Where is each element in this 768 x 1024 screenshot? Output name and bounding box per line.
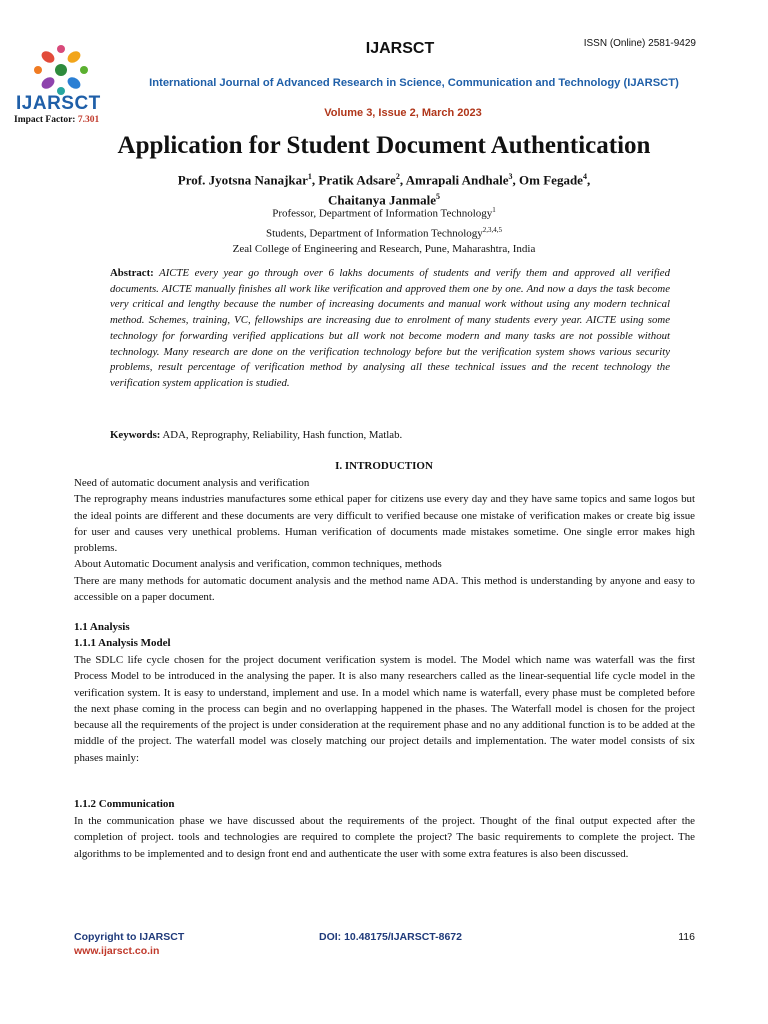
author-sep: , <box>399 172 406 188</box>
author-sup: 5 <box>435 192 440 202</box>
abstract <box>110 266 670 392</box>
affiliation-sup: 1 <box>492 206 496 214</box>
affiliation-text: Students, Department of Information Technology <box>265 227 483 240</box>
author-sep: , <box>586 172 591 188</box>
subsection-heading-analysis-model: 1.1.1 Analysis Model <box>74 637 171 649</box>
author-sup: 4 <box>582 172 587 181</box>
author-sup: 3 <box>508 172 513 181</box>
copyright: Copyright to IJARSCT <box>74 931 185 943</box>
author: Pratik Adsare <box>318 172 396 188</box>
analysis-model-body: The SDLC life cycle chosen for the project document verification system is model. The Model which name was waterfall was the first Process Model to be introduced in the analysing the paper. It is also many researchers called as the linear-sequential life cycle model in the verification system. It is easy to understand, implement and use. In a model which name is waterfall, every phase must be completed before the next phase coming in the process can begin and no overlapping happened in the phases. The Waterfall model is chosen for the project because all the requirements of the project is under consideration at the requirement phase and no any additional function is to be added at the middle of the project. The waterfall model was closely matching our project details and implementation. The water model consists of six phases mainly: <box>74 654 695 764</box>
paragraph: Need of automatic document analysis and verification <box>74 477 310 489</box>
keywords-label: Keywords: <box>110 429 161 441</box>
logo-wordmark: IJARSCT <box>16 93 101 114</box>
affiliation-line <box>0 241 768 257</box>
affiliation-line <box>0 222 768 242</box>
website-link[interactable]: www.ijarsct.co.in <box>74 945 160 957</box>
paragraph: There are many methods for automatic document analysis and the method name ADA. This method is understanding by anyone and easy to accessible on a paper document. <box>74 574 695 604</box>
introduction-body <box>74 475 695 605</box>
volume-issue: Volume 3, Issue 2, March 2023 <box>324 107 482 119</box>
subsection-heading-communication: 1.1.2 Communication <box>74 798 175 810</box>
affiliation-text: Zeal College of Engineering and Research, Pune, Maharashtra, India <box>232 243 536 256</box>
paragraph: The reprography means industries manufactures some ethical paper for citizens use every day and they have same topics and same logos but the ideal points are different and these documents are very difficult to verified because one mistake of verification makes or create big issue for user and causes very unethical problems. Human verification of documents made mistakes sometime. One single error makes high problems. <box>74 493 695 555</box>
section-heading-introduction: I. INTRODUCTION <box>335 460 433 472</box>
author-sup: 2 <box>395 172 400 181</box>
author-sep: , <box>311 172 319 188</box>
keywords <box>110 429 670 441</box>
affiliation-text: Professor, Department of Information Technology <box>272 207 493 220</box>
communication-body: In the communication phase we have discussed about the requirements of the project. Thought of the final output expected after the completion of project. tools and technologies are required to complete the project? The basic requirements to complete the project. The algorithms to be implemented and to design front end and authenticate the user with some extra features is also been discussed. <box>74 815 695 860</box>
affiliation-line <box>0 202 768 222</box>
author: Amrapali Andhale <box>405 172 509 188</box>
abstract-text: AICTE every year go through over 6 lakhs documents of students and verify them and approved all verified documents. AICTE manually finishes all work like verification and approved them one by one. And now a days the task become very critical and lengthy because the number of increasing documents and manual work without using any modern technical method. Schemes, training, VC, fellowships are increasing due to enrolment of many students every year. AICTE using some technology for forwarding verified applications but all work not become modern and many tasks are not possible without technology. Many research are done on the verification technology before but the verification system shows various security problems, result percentage of verification method by analysing all these technical issues and the recent technology the verification system application is studied. <box>110 267 670 389</box>
impact-label: Impact Factor: <box>14 115 76 125</box>
subsection-heading-analysis: 1.1 Analysis <box>74 621 130 633</box>
paper-title: Application for Student Document Authentication <box>117 132 651 159</box>
author-sep: , <box>512 172 520 188</box>
issn: ISSN (Online) 2581-9429 <box>583 38 696 49</box>
abstract-label: Abstract: <box>110 267 154 279</box>
paragraph: About Automatic Document analysis and verification, common techniques, methods <box>74 558 442 571</box>
author: Prof. Jyotsna Nanajkar <box>177 172 308 188</box>
affiliations <box>0 202 768 257</box>
keywords-text: ADA, Reprography, Reliability, Hash function, Matlab. <box>162 429 403 441</box>
author: Om Fegade <box>519 172 583 188</box>
doi: DOI: 10.48175/IJARSCT-8672 <box>319 931 462 943</box>
affiliation-sup: 2,3,4,5 <box>482 225 503 234</box>
journal-name: International Journal of Advanced Research in Science, Communication and Technology (IJARSCT) <box>149 77 679 89</box>
page-number: 116 <box>678 931 695 943</box>
journal-abbreviation: IJARSCT <box>365 40 435 57</box>
author: Chaitanya Janmale <box>328 192 436 208</box>
author-sup: 1 <box>307 172 312 181</box>
impact-value: 7.301 <box>77 115 100 125</box>
